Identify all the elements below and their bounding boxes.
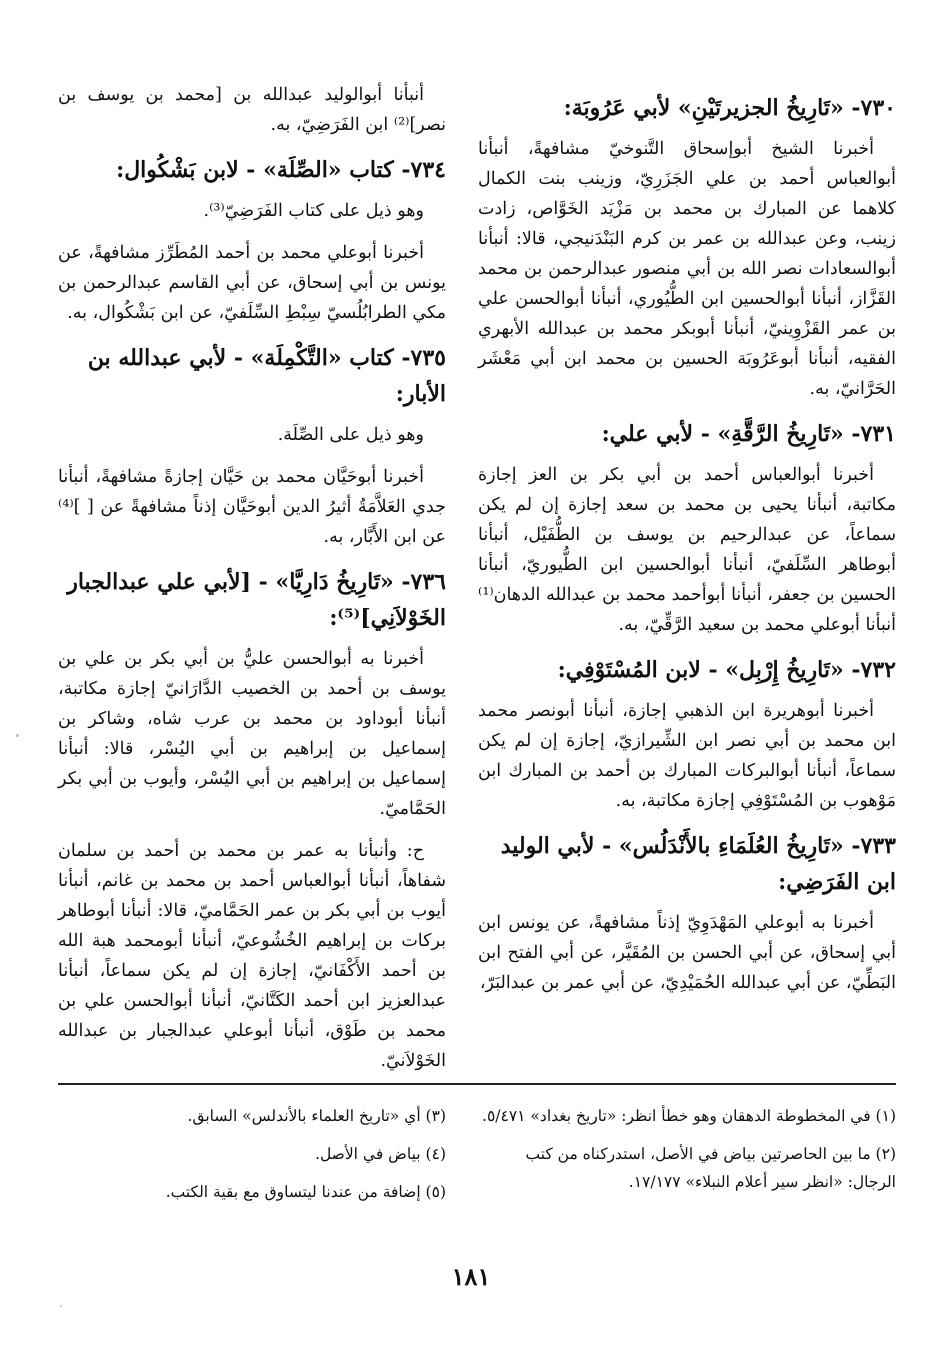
left-column	[58, 80, 446, 1088]
footnotes-right	[478, 1102, 896, 1206]
entry-730-heading: ٧٣٠- «تَارِيخُ الجزيرتَيْنِ» لأبي عَرُوبَة:	[563, 95, 896, 121]
right-column	[478, 80, 896, 1010]
entry-735-heading: ٧٣٥- كتاب «التَّكْمِلَة» - لأبي عبدالله بن الأبار:	[87, 345, 446, 407]
entry-732-text: أخبرنا أبوهريرة ابن الذهبي إجازة، أنبأنا أبونصر محمد ابن محمد بن أبي نصر ابن الشِّيرازيّ، إجازة إن لم يكن سماعاً، أنبأنا أبوالبركات المبارك بن أحمد بن المبارك ابن مَوْهوب بن المُسْتَوْفِي إجازة مكاتبة، به.	[478, 701, 896, 811]
footnote-5: (٥) إضافة من عندنا ليتساوق مع بقية الكتب.	[165, 1183, 446, 1201]
entry-735-note: وهو ذيل على الصِّلَة.	[277, 425, 424, 445]
entry-734-text: أخبرنا أبوعلي محمد بن أحمد المُطَرِّز مشافهةً، عن يونس بن أبي إسحاق، عن أبي القاسم عبدالرحمن بن مكي الطرابُلُسيّ سِبْطِ السِّلَفيّ، عن ابن بَشْكُوال، به.	[58, 243, 446, 323]
footnote-1: (١) في المخطوطة الدهقان وهو خطأ انظر: «تاريخ بغداد» ٥/٤٧١.	[482, 1107, 896, 1125]
entry-733-continuation: أنبأنا أبوالوليد عبدالله بن [محمد بن يوسف بن نصر]⁽²⁾ ابن الفَرَضِيّ، به.	[58, 85, 446, 135]
footnote-4: (٤) بياض في الأصل.	[315, 1145, 446, 1163]
entry-731-text: أخبرنا أبوالعباس أحمد بن أبي بكر بن العز إجازة مكاتبة، أنبأنا يحيى بن محمد بن سعد إجازة إن لم يكن سماعاً، عن عبدالرحيم بن يوسف بن الطُّفَيْل، أنبأنا أبوطاهر السِّلَفيّ، أنبأنا أبوالحسين ابن الطُّيوريّ، أنبأنا الحسين بن جعفر، أنبأنا أبوأحمد محمد بن عبدالله الدهان⁽¹⁾ أنبأنا أبوعلي محمد بن سعيد الرَّقِّيّ، به.	[478, 465, 896, 635]
entry-733-text: أخبرنا به أبوعلي المَهْدَوِيّ إذناً مشافهةً، عن يونس ابن أبي إسحاق، عن أبي الحسن بن المُقَيَّر، عن أبي الفتح ابن البَطِّيّ، عن أبي عبدالله الحُمَيْدِيّ، عن أبي عمر بن عبدالبَرّ،	[478, 913, 896, 993]
footnotes-left	[58, 1102, 446, 1216]
footnote-3: (٣) أي «تاريخ العلماء بالأندلس» السابق.	[187, 1107, 446, 1125]
entry-735-text: أخبرنا أبوحَيَّان محمد بن حَيَّان إجازةً مشافهةً، أنبأنا جدي العَلاَّمَةُ أثيرُ الدين أبوحَيَّان إذناً مشافهةً عن [ ]⁽⁴⁾ عن ابن الأَبَّار، به.	[58, 467, 446, 547]
entry-736-text: أخبرنا به أبوالحسن عليُّ بن أبي بكر بن علي بن يوسف بن أحمد بن الخصيب الدَّارَانيّ إجازة مكاتبة، أنبأنا أبوداود بن محمد بن عرب شاه، وشاكر بن إسماعيل بن إبراهيم بن أبي اليُسْر، قالا: أنبأنا إسماعيل بن إبراهيم بن أبي اليُسْر، وأيوب بن أبي بكر الحَمَّاميّ.	[58, 649, 446, 819]
scan-speck	[16, 734, 19, 737]
entry-731-heading: ٧٣١- «تَارِيخُ الرَّقَّةِ» - لأبي علي:	[601, 421, 896, 447]
scan-speck	[60, 1305, 62, 1307]
entry-736-heading: ٧٣٦- «تَارِيخُ دَارِيَّا» - [لأبي علي عبدالجبار الخَوْلاَنِي]⁽⁵⁾:	[67, 569, 446, 631]
entry-732-heading: ٧٣٢- «تَارِيخُ إِرْبِل» - لابن المُسْتَوْفِي:	[557, 657, 896, 683]
entry-734-heading: ٧٣٤- كتاب «الصِّلَة» - لابن بَشْكُوال:	[116, 157, 446, 183]
entry-736-text-2: ح: وأنبأنا به عمر بن محمد بن أحمد بن سلمان شفاهاً، أنبأنا أبوالعباس أحمد بن محمد بن غانم، أنبأنا أيوب بن أبي بكر بن عمر الحَمَّاميّ، قالا: أنبأنا أبوطاهر بركات بن إبراهيم الخُشُوعيّ، أنبأنا أبومحمد هبة الله بن أحمد الأَكْفَانيّ، إجازة إن لم يكن سماعاً، أنبأنا عبدالعزيز ابن أحمد الكَتَّانيّ، أنبأنا أبوالحسن علي بن محمد بن طَوْق، أنبأنا أبوعلي عبدالجبار بن عبدالله الخَوْلاَنيّ.	[58, 841, 446, 1071]
page-number: ١٨١	[451, 1262, 491, 1291]
footnote-divider	[58, 1083, 896, 1085]
entry-733-heading: ٧٣٣- «تَارِيخُ العُلَمَاءِ بالأَنْدَلُس» - لأبي الوليد ابن الفَرَضِي:	[500, 833, 896, 895]
entry-730-text: أخبرنا الشيخ أبوإسحاق التَّنوخيّ مشافهةً، أنبأنا أبوالعباس أحمد بن علي الجَزَرِيّ، وزينب بنت الكمال كلاهما عن المبارك بن محمد بن مَزْيَد الخَوَّاص، زادت زينب، وعن عبدالله بن عمر بن كرم البَنْدَنيجي، قالا: أنبأنا أبوالسعادات نصر الله بن أبي منصور عبدالرحمن بن محمد القَزَّاز، أنبأنا أبوالحسين ابن الطُّيُوري، أنبأنا أبوالحسن علي بن عمر القَزْوِينيّ، أنبأنا أبوبكر محمد بن عبدالله الأبهري الفقيه، أنبأنا أبوعَرُوبَة الحسين بن محمد ابن أبي مَعْشَر الحَرَّانيّ، به.	[478, 139, 896, 399]
footnote-2: (٢) ما بين الحاصرتين بياض في الأصل، استدركناه من كتب الرجال: «انظر سير أعلام النبلاء» ١٧/١٧٧.	[525, 1145, 896, 1191]
entry-734-note: وهو ذيل على كتاب الفَرَضِيّ⁽³⁾.	[203, 201, 424, 221]
